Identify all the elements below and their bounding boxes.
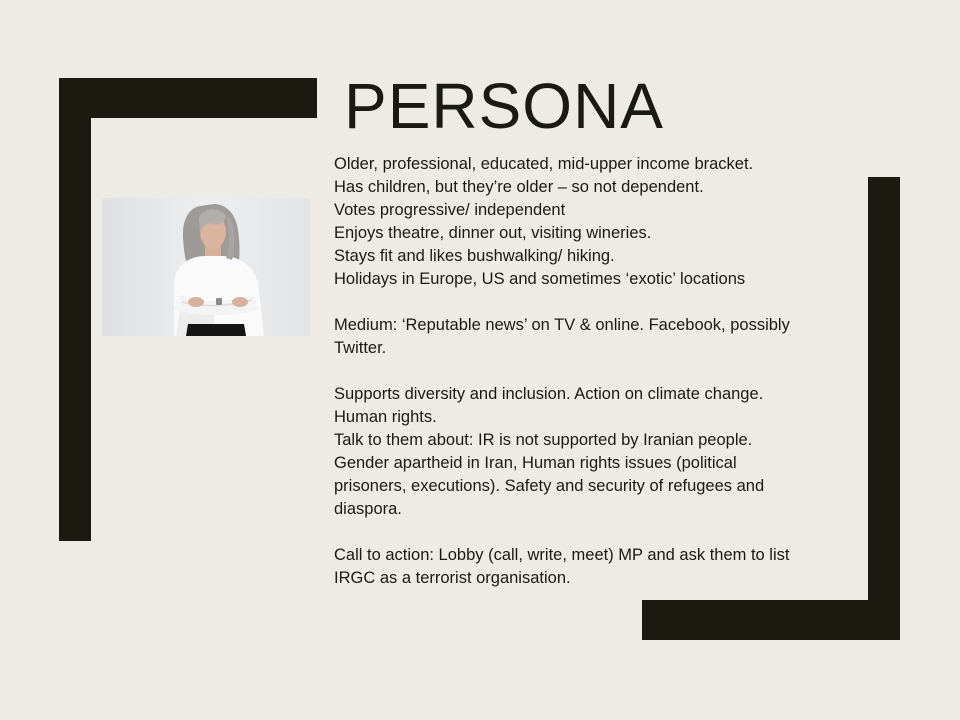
slide-title: PERSONA [344,70,664,142]
body-line: Medium: ‘Reputable news’ on TV & online. Facebook, possibly [334,316,790,334]
body-line: Holidays in Europe, US and sometimes ‘exotic’ locations [334,270,746,288]
body-line: IRGC as a terrorist organisation. [334,569,571,587]
body-line: Older, professional, educated, mid-upper income bracket. [334,155,754,173]
body-line: Enjoys theatre, dinner out, visiting wineries. [334,224,652,242]
body-line: Has children, but they’re older – so not dependent. [334,178,704,196]
bracket-bottom-right-horizontal [642,600,900,640]
body-line: Talk to them about: IR is not supported by Iranian people. [334,431,753,449]
body-line: Human rights. [334,408,437,426]
body-line: prisoners, executions). Safety and security of refugees and [334,477,765,495]
persona-description [334,153,834,590]
bracket-top-left-horizontal [59,78,317,118]
paragraph-gap [334,360,834,383]
bracket-top-left-vertical [59,78,91,541]
body-line: Supports diversity and inclusion. Action on climate change. [334,385,764,403]
body-line: diaspora. [334,500,402,518]
paragraph-gap [334,291,834,314]
body-line: Stays fit and likes bushwalking/ hiking. [334,247,615,265]
bracket-bottom-right-vertical [868,177,900,640]
body-line: Twitter. [334,339,387,357]
body-line: Gender apartheid in Iran, Human rights issues (political [334,454,737,472]
body-line: Votes progressive/ independent [334,201,566,219]
woman-portrait-icon [102,198,310,336]
paragraph-gap [334,521,834,544]
body-line: Call to action: Lobby (call, write, meet) MP and ask them to list [334,546,790,564]
